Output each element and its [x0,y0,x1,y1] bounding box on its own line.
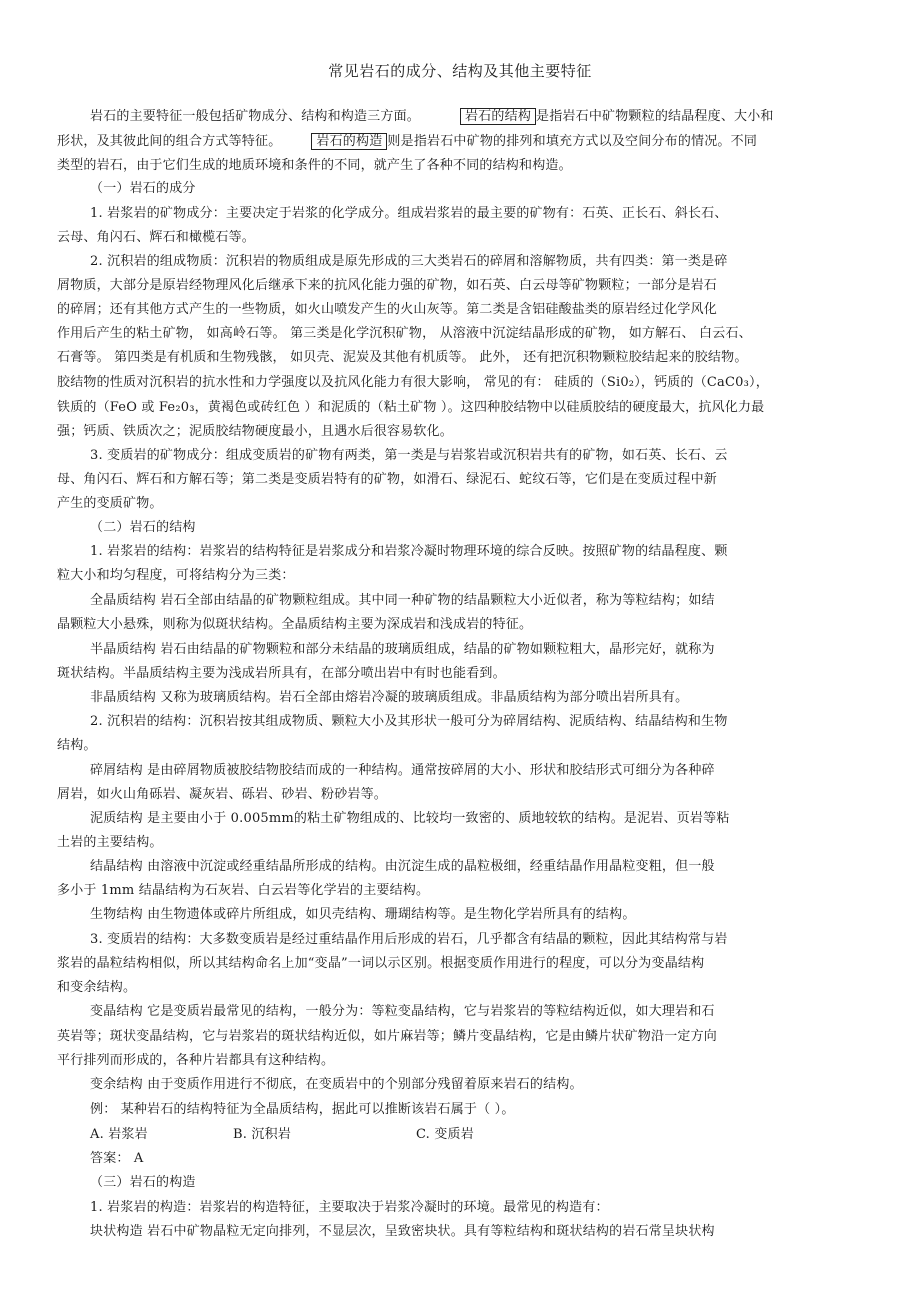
paragraph-line: 屑物质，大部分是原岩经物理风化后继承下来的抗风化能力强的矿物，如石英、白云母等矿物颗粒；一部分是岩石 [57,278,718,293]
section-heading-construction: （三）岩石的构造 [90,1175,196,1190]
intro-line-2 [57,133,757,151]
paragraph-line: 作用后产生的粘土矿物， 如高岭石等。 第三类是化学沉积矿物， 从溶液中沉淀结晶形成的矿物， 如方解石、 白云石、 [57,326,752,341]
paragraph-line: 1. 岩浆岩的矿物成分：主要决定于岩浆的化学成分。组成岩浆岩的最主要的矿物有：石英、正长石、斜长石、 [90,206,728,221]
paragraph-line: 1. 岩浆岩的结构：岩浆岩的结构特征是岩浆成分和岩浆冷凝时物理环境的综合反映。按照矿物的结晶程度、颗 [90,544,728,559]
paragraph-line: 结晶结构 由溶液中沉淀或经重结晶所形成的结构。由沉淀生成的晶粒极细，经重结晶作用晶粒变粗，但一般 [90,859,715,874]
intro-text-1b: 是指岩石中矿物颗粒的结晶程度、大小和 [536,109,774,124]
paragraph-line: 强；钙质、铁质次之；泥质胶结物硬度最小，且遇水后很容易软化。 [57,424,454,439]
paragraph-line: 的碎屑；还有其他方式产生的一些物质，如火山喷发产生的火山灰等。第二类是含铝硅酸盐类的原岩经过化学风化 [57,302,718,317]
page-title: 常见岩石的成分、结构及其他主要特征 [328,62,592,80]
paragraph-line: 土岩的主要结构。 [57,835,163,850]
example-option-c: C. 变质岩 [416,1127,474,1142]
paragraph-line: 2. 沉积岩的结构：沉积岩按其组成物质、颗粒大小及其形状一般可分为碎屑结构、泥质结构、结晶结构和生物 [90,714,728,729]
section-heading-composition: （一）岩石的成分 [90,181,196,196]
paragraph-line: 粒大小和均匀程度，可将结构分为三类： [57,568,295,583]
paragraph-line: 母、角闪石、辉石和方解石等；第二类是变质岩特有的矿物，如滑石、绿泥石、蛇纹石等，它们是在变质过程中新 [57,472,718,487]
paragraph-line: 2. 沉积岩的组成物质：沉积岩的物质组成是原先形成的三大类岩石的碎屑和溶解物质，共有四类：第一类是碎 [90,254,728,269]
paragraph-line: 云母、角闪石、辉石和橄榄石等。 [57,230,256,245]
example-answer: 答案： A [90,1151,144,1166]
intro-text-1a: 岩石的主要特征一般包括矿物成分、结构和构造三方面。 [90,109,421,124]
paragraph-line: 铁质的（FeO 或 Fe₂0₃，黄褐色或砖红色 ）和泥质的（粘土矿物 ）。这四种胶结物中以硅质胶结的硬度最大，抗风化力最 [57,400,765,415]
intro-line-3: 类型的岩石，由于它们生成的地质环境和条件的不同，就产生了各种不同的结构和构造。 [57,158,572,173]
section-heading-structure: （二）岩石的结构 [90,520,196,535]
paragraph-line: 产生的变质矿物。 [57,496,163,511]
boxed-term-structure: 岩石的结构 [460,108,536,125]
boxed-term-construction: 岩石的构造 [311,133,387,150]
paragraph-line: 3. 变质岩的结构：大多数变质岩是经过重结晶作用后形成的岩石，几乎都含有结晶的颗粒，因此其结构常与岩 [90,932,728,947]
paragraph-line: 生物结构 由生物遗体或碎片所组成，如贝壳结构、珊瑚结构等。是生物化学岩所具有的结构。 [90,907,636,922]
paragraph-line: 变晶结构 它是变质岩最常见的结构，一般分为：等粒变晶结构，它与岩浆岩的等粒结构近似，如大理岩和石 [90,1004,715,1019]
paragraph-line: 斑状结构。半晶质结构主要为浅成岩所具有，在部分喷出岩中有时也能看到。 [57,666,506,681]
paragraph-line: 英岩等；斑状变晶结构，它与岩浆岩的斑状结构近似，如片麻岩等；鳞片变晶结构，它是由鳞片状矿物沿一定方向 [57,1029,718,1044]
paragraph-line: 结构。 [57,738,97,753]
paragraph-line: 屑岩，如火山角砾岩、凝灰岩、砾岩、砂岩、粉砂岩等。 [57,787,388,802]
intro-text-2a: 形状，及其彼此间的组合方式等特征。 [57,134,282,149]
paragraph-line: 碎屑结构 是由碎屑物质被胶结物胶结而成的一种结构。通常按碎屑的大小、形状和胶结形式可细分为各种碎 [90,763,715,778]
example-question: 例： 某种岩石的结构特征为全晶质结构，据此可以推断该岩石属于（ ）。 [90,1102,515,1117]
example-option-b: B. 沉积岩 [233,1127,292,1142]
paragraph-line: 块状构造 岩石中矿物晶粒无定向排列，不显层次，呈致密块状。具有等粒结构和斑状结构的岩石常呈块状构 [90,1224,715,1239]
intro-text-2b: 则是指岩石中矿物的排列和填充方式以及空间分布的情况。不同 [387,134,758,149]
paragraph-line: 多小于 1mm 结晶结构为石灰岩、白云岩等化学岩的主要结构。 [57,883,430,898]
paragraph-line: 平行排列而形成的，各种片岩都具有这种结构。 [57,1053,335,1068]
paragraph-line: 半晶质结构 岩石由结晶的矿物颗粒和部分未结晶的玻璃质组成，结晶的矿物如颗粒粗大，晶形完好，就称为 [90,642,715,657]
paragraph-line: 晶颗粒大小悬殊，则称为似斑状结构。全晶质结构主要为深成岩和浅成岩的特征。 [57,617,533,632]
paragraph-line: 浆岩的晶粒结构相似，所以其结构命名上加“变晶”一词以示区别。根据变质作用进行的程度，可以分为变晶结构 [57,956,705,971]
paragraph-line: 非晶质结构 又称为玻璃质结构。岩石全部由熔岩冷凝的玻璃质组成。非晶质结构为部分喷出岩所具有。 [90,690,689,705]
intro-line-1 [90,108,774,126]
paragraph-line: 1. 岩浆岩的构造：岩浆岩的构造特征，主要取决于岩浆冷凝时的环境。最常见的构造有： [90,1200,609,1215]
paragraph-line: 胶结物的性质对沉积岩的抗水性和力学强度以及抗风化能力有很大影响， 常见的有： 硅质的（Si0₂），钙质的（CaC0₃）， [57,375,769,390]
paragraph-line: 泥质结构 是主要由小于 0.005mm的粘土矿物组成的、比较均一致密的、质地较软的结构。是泥岩、页岩等粘 [90,811,730,826]
paragraph-line: 变余结构 由于变质作用进行不彻底，在变质岩中的个别部分残留着原来岩石的结构。 [90,1077,583,1092]
paragraph-line: 3. 变质岩的矿物成分：组成变质岩的矿物有两类，第一类是与岩浆岩或沉积岩共有的矿物，如石英、长石、云 [90,448,728,463]
example-option-a: A. 岩浆岩 [90,1127,148,1142]
paragraph-line: 石膏等。 第四类是有机质和生物残骸， 如贝壳、泥炭及其他有机质等。 此外， 还有把沉积物颗粒胶结起来的胶结物。 [57,350,748,365]
paragraph-line: 和变余结构。 [57,980,137,995]
paragraph-line: 全晶质结构 岩石全部由结晶的矿物颗粒组成。其中同一种矿物的结晶颗粒大小近似者，称为等粒结构；如结 [90,593,715,608]
